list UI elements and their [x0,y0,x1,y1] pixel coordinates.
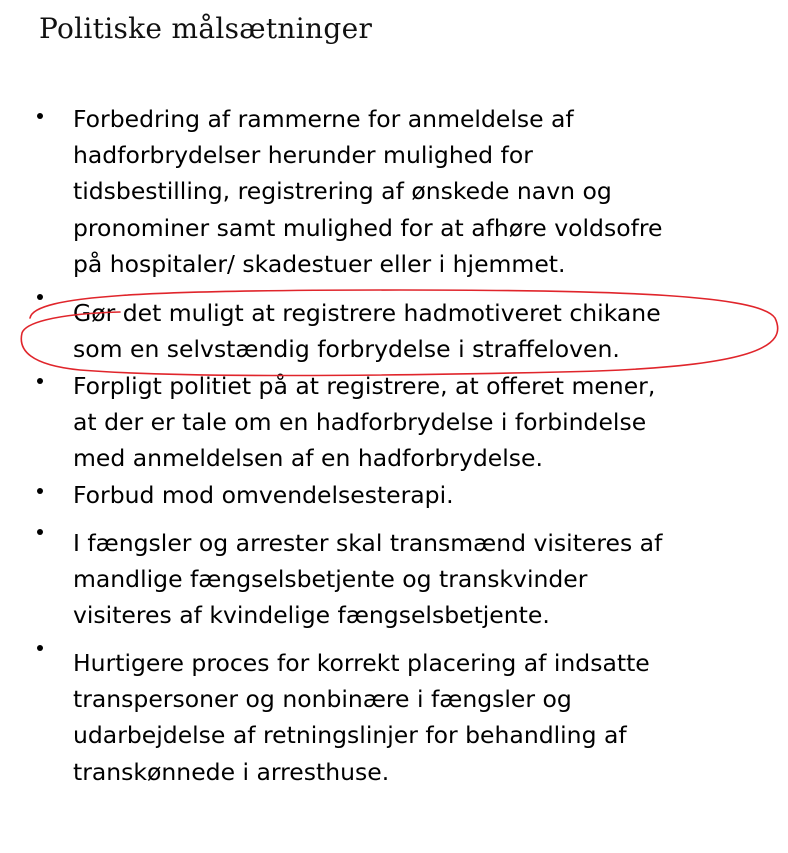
list-item-text: Forbud mod omvendelsesterapi. [73,481,454,509]
page-title: Politiske målsætninger [39,12,373,45]
bullet-icon [37,113,43,119]
list-item-text: Forbedring af rammerne for anmeldelse af hadforbrydelser herunder mulighed for tidsbestilling, registrering af ønskede navn og pronominer samt mulighed for at afhøre voldsofre på hospitaler/ skadestuer eller i hjemmet. [73,105,663,278]
bullet-icon [37,529,43,535]
list-item-text: I fængsler og arrester skal transmænd visiteres af mandlige fængselsbetjente og transkvinder visiteres af kvindelige fængselsbetjente. [73,529,663,630]
bullet-icon [37,378,43,384]
bullet-icon [37,488,43,494]
bullet-icon [37,294,43,300]
list-item-text: Forpligt politiet på at registrere, at offeret mener, at der er tale om en hadforbrydelse i forbindelse med anmeldelsen af en hadforbrydelse. [73,372,656,473]
bullet-icon [37,645,43,651]
list-item-text: Hurtigere proces for korrekt placering af indsatte transpersoner og nonbinære i fængsler og udarbejdelse af retningslinjer for behandling af transkønnede i arresthuse. [73,649,650,786]
list-item-text: Gør det muligt at registrere hadmotiveret chikane som en selvstændig forbrydelse i straffeloven. [73,299,661,364]
